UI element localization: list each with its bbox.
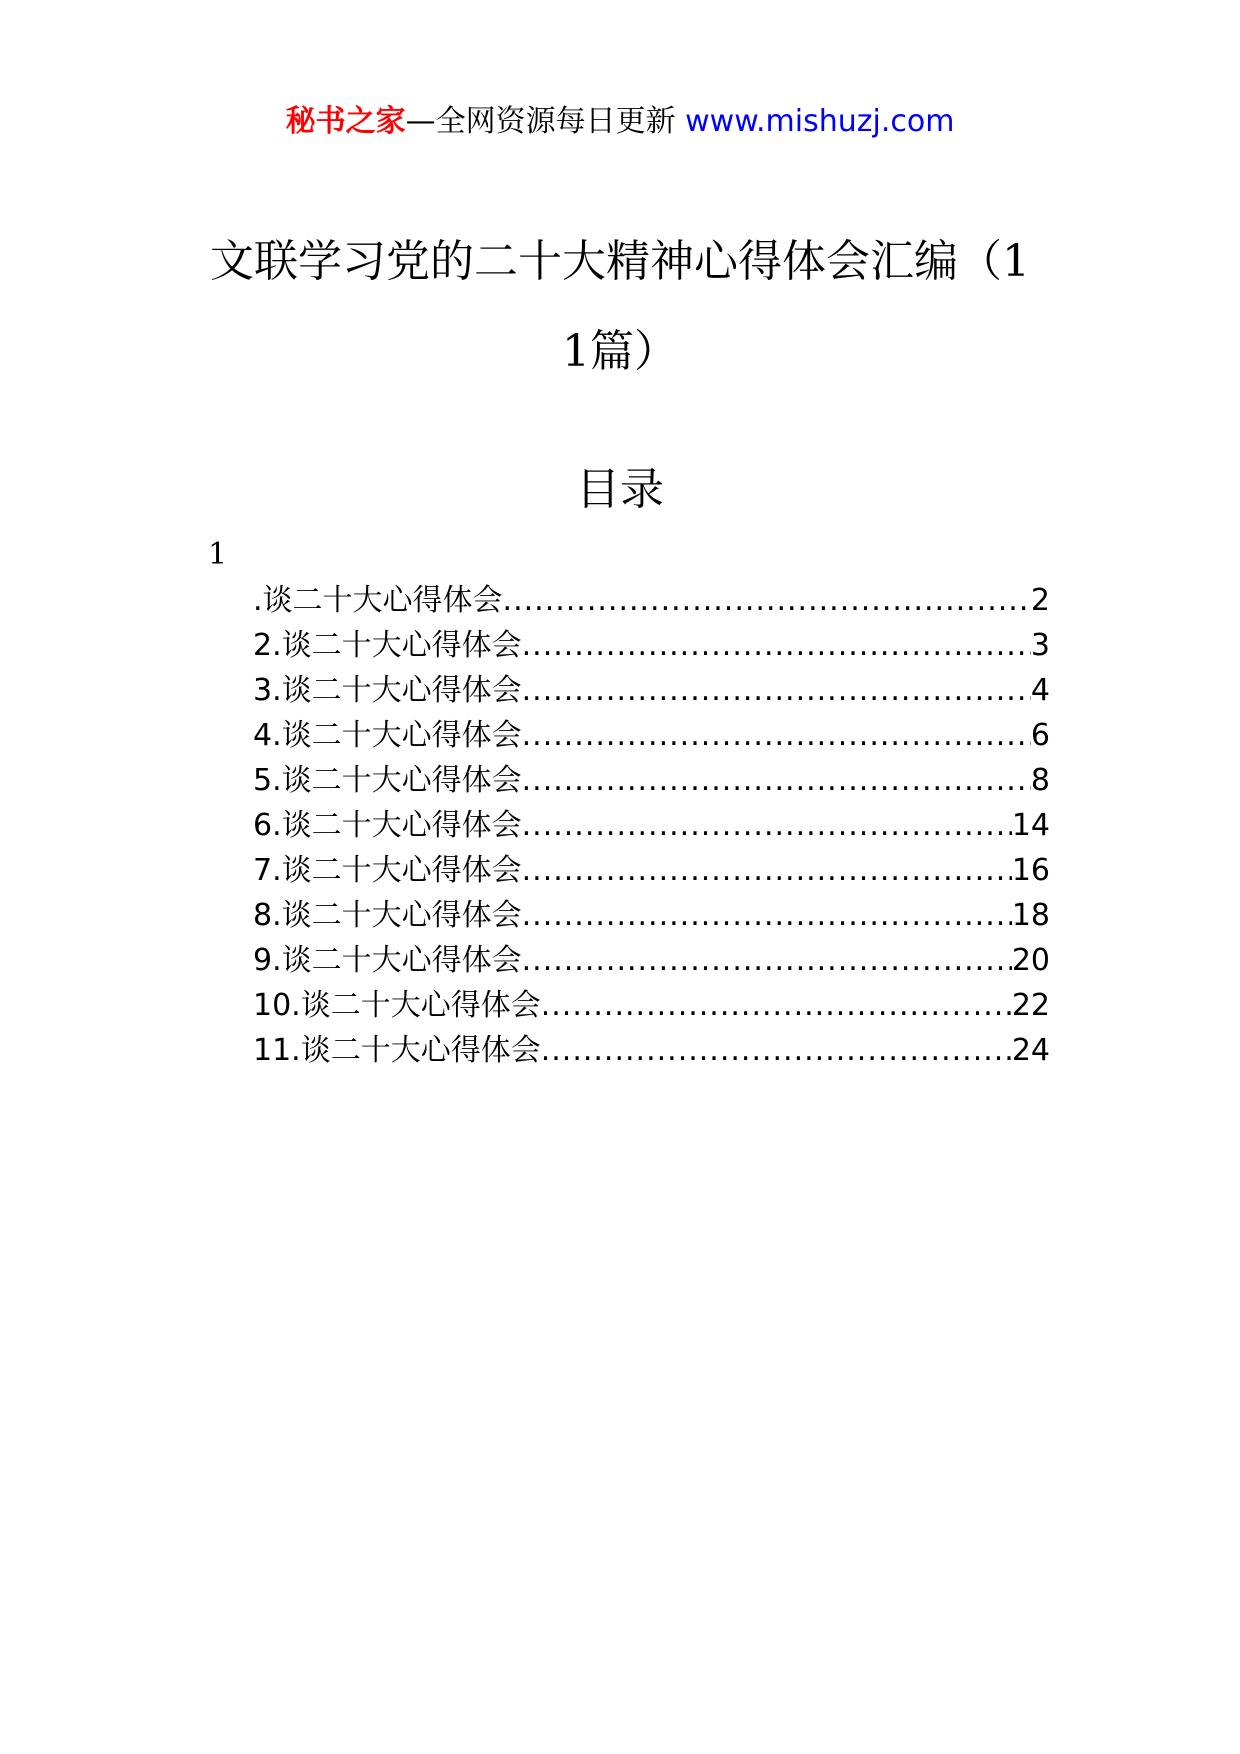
toc-dot-leader xyxy=(522,848,1012,893)
toc-dot-leader xyxy=(522,803,1012,848)
toc-entry[interactable] xyxy=(253,803,1050,848)
toc-entry-page-number: 8 xyxy=(1030,763,1050,798)
toc-dot-leader xyxy=(503,578,1031,623)
toc-dot-leader xyxy=(522,758,1031,803)
toc-stray-number: 1 xyxy=(208,537,228,572)
toc-entry[interactable] xyxy=(253,713,1050,758)
toc-entry-page-number: 6 xyxy=(1030,718,1050,753)
site-slogan: —全网资源每日更新 xyxy=(405,104,676,139)
toc-entry[interactable] xyxy=(253,848,1050,893)
toc-entry[interactable] xyxy=(253,578,1050,623)
toc-entry-label: .谈二十大心得体会 xyxy=(253,583,503,618)
toc-entry-page-number: 22 xyxy=(1011,988,1050,1023)
toc-dot-leader xyxy=(522,893,1012,938)
toc-entry-label: 6.谈二十大心得体会 xyxy=(253,808,522,843)
toc-entry[interactable] xyxy=(253,1028,1050,1073)
toc-entry-label: 11.谈二十大心得体会 xyxy=(253,1033,541,1068)
toc-dot-leader xyxy=(522,623,1031,668)
toc-entry-label: 9.谈二十大心得体会 xyxy=(253,943,522,978)
title-number-2: 1 xyxy=(562,326,590,377)
toc-heading: 目录 xyxy=(576,464,664,515)
toc-entry-page-number: 20 xyxy=(1011,943,1050,978)
toc-entry-page-number: 14 xyxy=(1011,808,1050,843)
toc-dot-leader xyxy=(522,713,1031,758)
toc-entry-page-number: 2 xyxy=(1030,583,1050,618)
document-title-line-2 xyxy=(0,322,1240,382)
site-header xyxy=(0,100,1240,144)
title-text-2: 篇） xyxy=(590,326,678,377)
toc-entry-page-number: 16 xyxy=(1011,853,1050,888)
toc-entry[interactable] xyxy=(253,758,1050,803)
site-url-link[interactable]: www.mishuzj.com xyxy=(685,104,955,139)
toc-entry[interactable] xyxy=(253,623,1050,668)
toc-entry-page-number: 24 xyxy=(1011,1033,1050,1068)
toc-dot-leader xyxy=(541,1028,1012,1073)
brand-name: 秘书之家 xyxy=(285,104,406,139)
title-text-1: 文联学习党的二十大精神心得体会汇编（ xyxy=(210,236,1002,287)
toc-entry-label: 5.谈二十大心得体会 xyxy=(253,763,522,798)
toc-dot-leader xyxy=(522,938,1012,983)
toc-entry[interactable] xyxy=(253,893,1050,938)
toc-entry[interactable] xyxy=(253,668,1050,713)
document-title-line-1 xyxy=(0,232,1240,292)
toc-entry-label: 10.谈二十大心得体会 xyxy=(253,988,541,1023)
toc-entry-page-number: 3 xyxy=(1030,628,1050,663)
toc-entry-label: 4.谈二十大心得体会 xyxy=(253,718,522,753)
toc-dot-leader xyxy=(541,983,1012,1028)
toc-entry-label: 8.谈二十大心得体会 xyxy=(253,898,522,933)
toc-entry[interactable] xyxy=(253,938,1050,983)
toc-entry-label: 2.谈二十大心得体会 xyxy=(253,628,522,663)
toc-entry[interactable] xyxy=(253,983,1050,1028)
toc-entry-label: 3.谈二十大心得体会 xyxy=(253,673,522,708)
toc-entry-page-number: 18 xyxy=(1011,898,1050,933)
title-number-1: 1 xyxy=(1002,236,1030,287)
toc-list xyxy=(253,578,1050,1073)
toc-entry-page-number: 4 xyxy=(1030,673,1050,708)
toc-entry-label: 7.谈二十大心得体会 xyxy=(253,853,522,888)
toc-dot-leader xyxy=(522,668,1031,713)
